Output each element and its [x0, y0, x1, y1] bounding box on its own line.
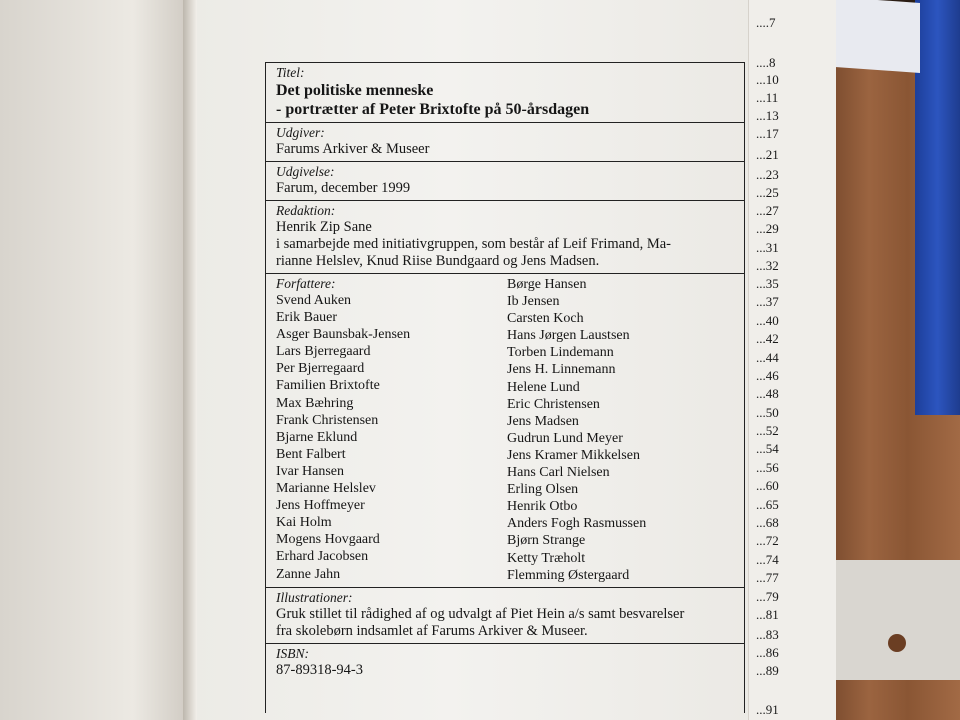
title-line-1: Det politiske menneske [276, 82, 434, 99]
release-section [266, 162, 744, 201]
toc-page-number: ...40 [756, 313, 779, 328]
editor-section [266, 201, 744, 274]
author-name: Zanne Jahn [276, 566, 341, 582]
table-of-contents-page-numbers [756, 0, 826, 720]
toc-page-number: ...83 [756, 627, 779, 642]
toc-page-number: ...81 [756, 607, 779, 622]
toc-page-number: ...46 [756, 368, 779, 383]
authors-section [266, 274, 744, 588]
illustrations-section [266, 588, 744, 644]
publisher-label: Udgiver: [276, 125, 325, 140]
author-name: Familien Brixtofte [276, 378, 380, 394]
toc-page-number: ...29 [756, 221, 779, 236]
toc-page-number: ...72 [756, 533, 779, 548]
toc-page-number: ...42 [756, 331, 779, 346]
toc-page-number: ...11 [756, 90, 779, 105]
author-name: Erling Olsen [507, 482, 579, 498]
toc-page-number: ...91 [756, 702, 779, 717]
toc-page-number: ...32 [756, 258, 779, 273]
toc-page-number: ...10 [756, 72, 779, 87]
title-section [266, 63, 744, 123]
author-name: Torben Lindemann [507, 345, 614, 361]
author-name: Asger Baunsbak-Jensen [276, 327, 411, 343]
author-name: Helene Lund [507, 379, 580, 395]
title-label: Titel: [276, 65, 305, 80]
author-name: Max Bæhring [276, 395, 354, 411]
publisher-section [266, 123, 744, 162]
illustrations-line-2: fra skolebørn indsamlet af Farums Arkiver & Museer. [276, 622, 588, 639]
author-name: Carsten Koch [507, 311, 584, 327]
publisher-value: Farums Arkiver & Museer [276, 141, 430, 157]
toc-page-number: ...31 [756, 240, 779, 255]
author-name: Svend Auken [276, 293, 352, 308]
author-name: Bent Falbert [276, 446, 346, 462]
author-name: Eric Christensen [507, 396, 600, 412]
editor-name: Henrik Zip Sane [276, 219, 372, 235]
release-value: Farum, december 1999 [276, 180, 411, 196]
authors-label: Forfattere: [276, 276, 336, 291]
author-name: Erhard Jacobsen [276, 549, 369, 565]
authors-column-2 [507, 276, 736, 584]
colophon-box [265, 62, 745, 713]
toc-page-number: ...44 [756, 350, 779, 365]
toc-page-number: ...35 [756, 276, 779, 291]
author-name: Ketty Træholt [507, 550, 586, 566]
author-name: Henrik Otbo [507, 499, 578, 515]
author-name: Ib Jensen [507, 294, 560, 310]
author-name: Frank Christensen [276, 412, 379, 428]
author-name: Anders Fogh Rasmussen [507, 516, 647, 532]
author-name: Jens Madsen [507, 413, 579, 429]
toc-page-number: ...21 [756, 147, 779, 162]
author-name: Jens Hoffmeyer [276, 498, 365, 514]
toc-page-number: ...13 [756, 108, 779, 123]
author-name: Ivar Hansen [276, 463, 345, 479]
toc-page-number: ...79 [756, 589, 779, 604]
toc-page-number: ...48 [756, 386, 779, 401]
isbn-section [266, 644, 744, 682]
punch-hole [888, 634, 906, 652]
toc-page-number: ...77 [756, 570, 779, 585]
author-name: Hans Carl Nielsen [507, 465, 610, 481]
toc-page-number: ...50 [756, 405, 779, 420]
author-name: Lars Bjerregaard [276, 344, 371, 360]
author-name: Bjørn Strange [507, 533, 586, 549]
left-page [0, 0, 190, 720]
book-gutter [183, 0, 197, 720]
toc-page-number: ...54 [756, 441, 779, 456]
release-label: Udgivelse: [276, 164, 335, 179]
author-name: Erik Bauer [276, 310, 338, 326]
author-name: Bjarne Eklund [276, 429, 358, 445]
author-name: Per Bjerregaard [276, 361, 365, 377]
author-name: Flemming Østergaard [507, 567, 630, 583]
isbn-value: 87-89318-94-3 [276, 661, 363, 678]
toc-page-number: ...86 [756, 645, 779, 660]
toc-page-number: ...74 [756, 552, 779, 567]
toc-page-number: ...23 [756, 167, 779, 182]
toc-page-number: ...17 [756, 126, 779, 141]
toc-page-number: ...68 [756, 515, 779, 530]
author-name: Gudrun Lund Meyer [507, 430, 623, 446]
toc-page-number: ....8 [756, 55, 776, 70]
toc-page-number: ...37 [756, 294, 779, 309]
toc-page-number: ....7 [756, 15, 776, 30]
toc-page-number: ...89 [756, 663, 779, 678]
author-name: Hans Jørgen Laustsen [507, 328, 630, 344]
isbn-label: ISBN: [276, 645, 309, 661]
toc-page-number: ...27 [756, 203, 779, 218]
author-name: Mogens Hovgaard [276, 532, 380, 548]
author-name: Kai Holm [276, 515, 332, 531]
editor-note-line-2: rianne Helslev, Knud Riise Bundgaard og Jens Madsen. [276, 253, 600, 269]
authors-column-1 [276, 276, 507, 584]
toc-page-number: ...65 [756, 497, 779, 512]
illustrations-label: Illustrationer: [276, 589, 353, 605]
author-name: Børge Hansen [507, 277, 587, 292]
author-name: Jens Kramer Mikkelsen [507, 447, 640, 463]
paper-slip [835, 0, 920, 73]
side-card [832, 560, 960, 680]
editor-label: Redaktion: [276, 203, 336, 218]
toc-page-number: ...60 [756, 478, 779, 493]
author-name: Jens H. Linnemann [507, 362, 616, 378]
toc-page-number: ...56 [756, 460, 779, 475]
toc-page-number: ...52 [756, 423, 779, 438]
blue-book-spine [915, 0, 960, 415]
title-line-2: - portrætter af Peter Brixtofte på 50-årsdagen [276, 101, 590, 118]
author-name: Marianne Helslev [276, 481, 376, 497]
editor-note-line-1: i samarbejde med initiativgruppen, som består af Leif Frimand, Ma- [276, 236, 672, 252]
toc-page-number: ...25 [756, 185, 779, 200]
illustrations-line-1: Gruk stillet til rådighed af og udvalgt af Piet Hein a/s samt besvarelser [276, 605, 685, 622]
